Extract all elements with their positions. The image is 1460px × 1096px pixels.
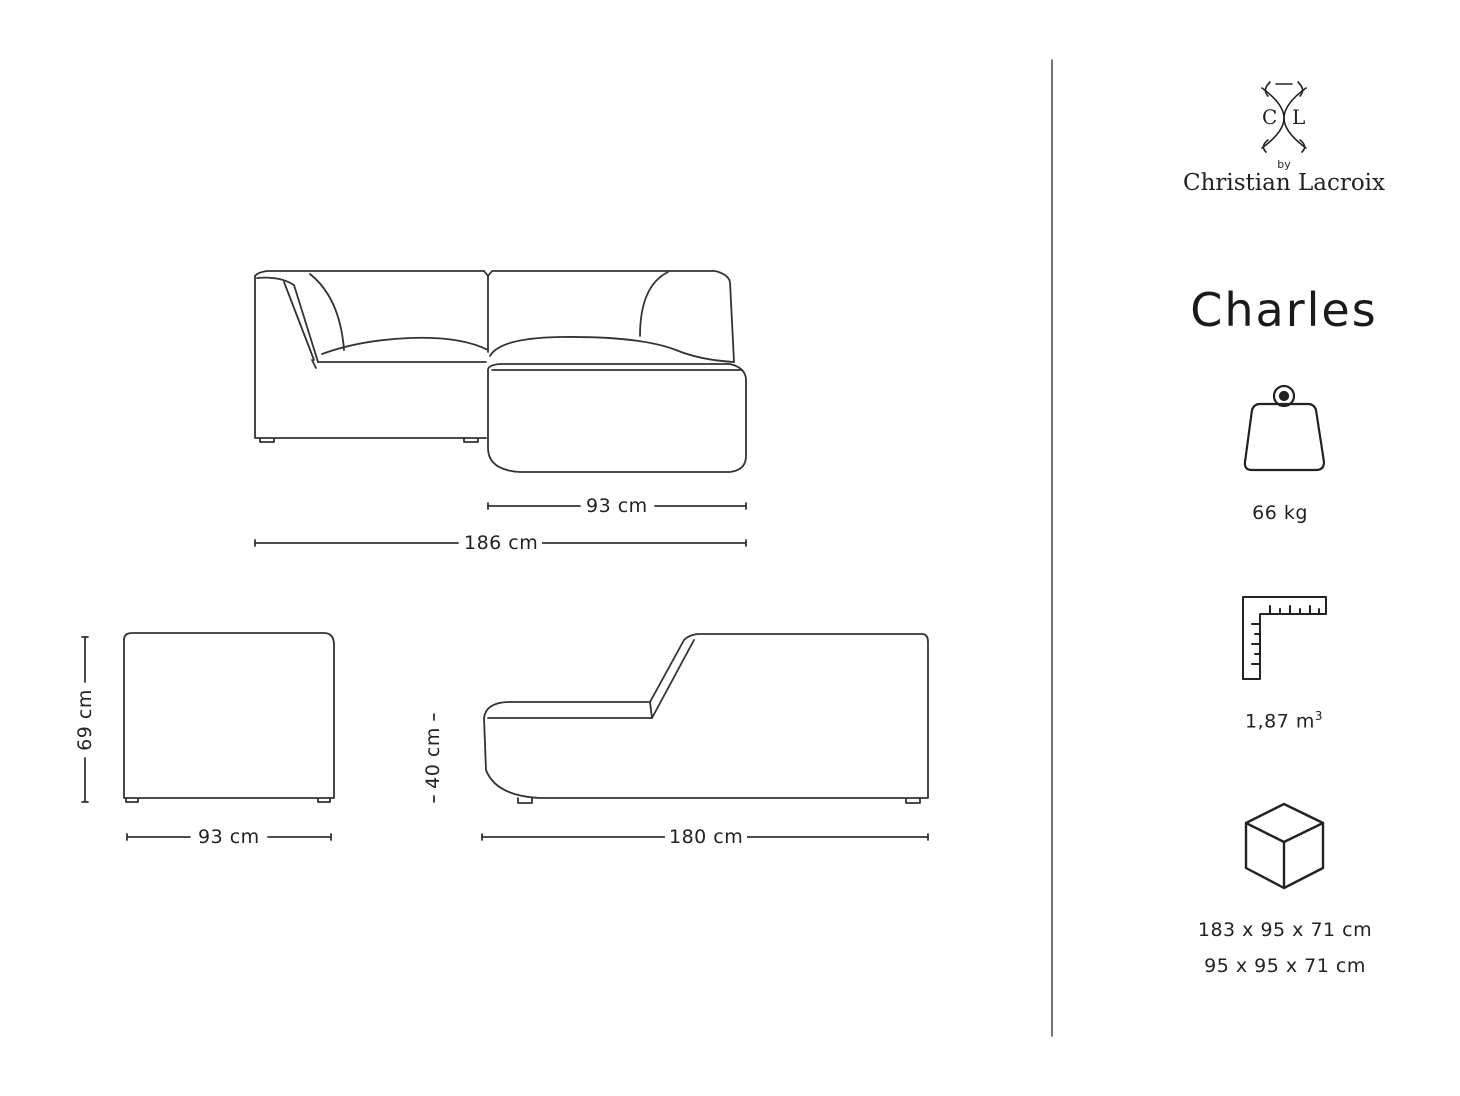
dimension-front-height: 69 cm: [74, 685, 96, 755]
dimension-lines-front: [82, 637, 331, 840]
product-title: Charles: [1190, 283, 1378, 337]
sofa-perspective-drawing: [255, 271, 746, 472]
spec-volume-unit-sup: 3: [1314, 709, 1323, 723]
dimension-chaise-width: 93 cm: [582, 495, 652, 517]
spec-package-2: 95 x 95 x 71 cm: [1204, 955, 1366, 977]
dimension-total-width: 186 cm: [460, 532, 542, 554]
dimension-front-width: 93 cm: [194, 826, 264, 848]
brand-by: by: [1277, 158, 1291, 171]
spec-volume: [1154, 709, 1414, 732]
monogram-letter-l: L: [1292, 105, 1306, 129]
spec-weight: 66 kg: [1252, 502, 1308, 524]
weight-icon: [1245, 386, 1324, 470]
monogram-letter-c: C: [1262, 105, 1278, 129]
sofa-front-view-drawing: [124, 633, 334, 802]
sofa-side-view-drawing: [484, 634, 928, 803]
ruler-corner-icon: [1243, 597, 1326, 679]
spec-package-1: 183 x 95 x 71 cm: [1197, 919, 1373, 941]
dimension-side-length: 180 cm: [665, 826, 747, 848]
spec-volume-value: 1,87 m: [1245, 710, 1315, 733]
box-icon: [1246, 804, 1323, 888]
dimension-lines-side: [434, 714, 928, 840]
dimension-seat-height: 40 cm: [422, 723, 444, 793]
brand-name: Christian Lacroix: [1182, 170, 1386, 196]
